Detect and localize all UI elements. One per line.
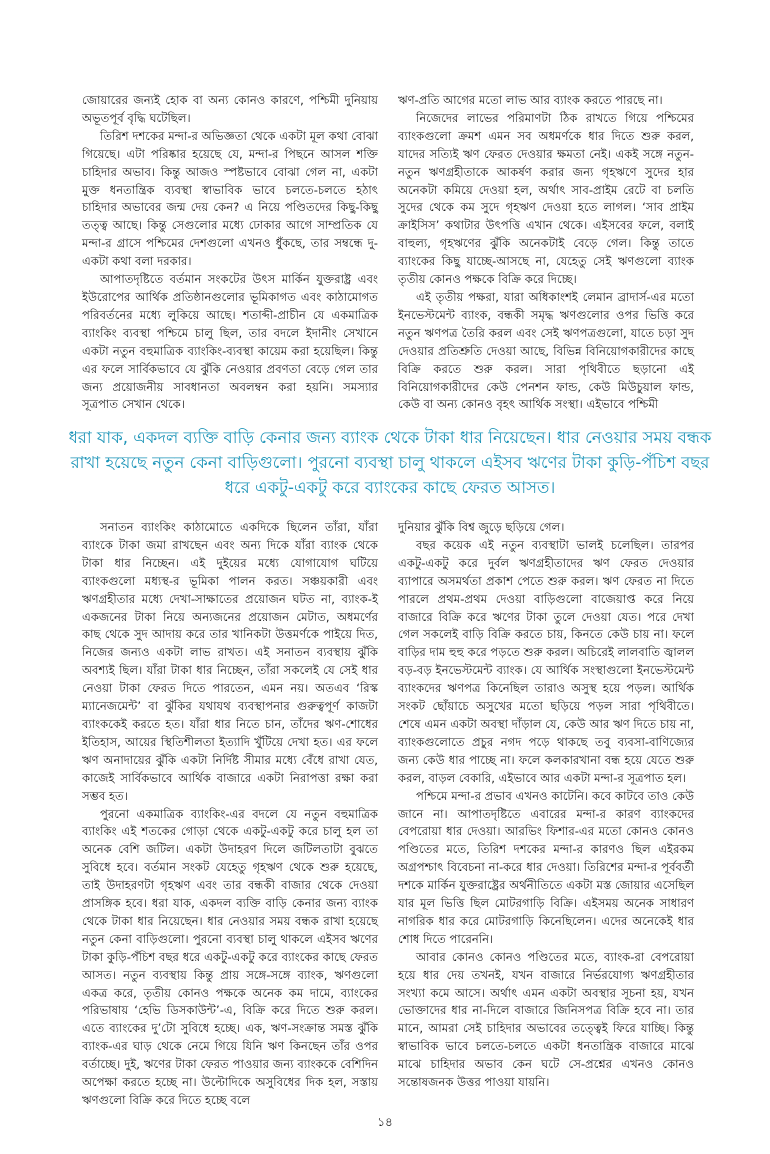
paragraph: ঋণ-প্রতি আগের মতো লাভ আর ব্যাংক করতে পারছে না। (398, 93, 663, 107)
paragraph: আপাতদৃষ্টিতে বর্তমান সংকটের উৎস মার্কিন যুক্তরাষ্ট্র এবং ইউরোপের আর্থিক প্রতিষ্ঠানগুলোর ভূমিকাগত এবং কাঠামোগত পরিবর্তনের মধ্যে লুকিয়ে আছে। শতাব্দী-প্রাচীন যে একমাত্রিক ব্যাংকিং ব্যবস্থা পশ্চিমে চালু ছিল, তার বদলে ইদানীং সেখানে একটা নতুন বহুমাত্রিক ব্যাংকিং-ব্যবস্থা কায়েম করা হয়েছিল। কিন্তু এর ফলে সার্বিকভাবে যে ঝুঁকি নেওয়ার প্রবণতা বেড়ে গেল তার জন্য প্রয়োজনীয় সাবধানতা অবলম্বন করা হয়নি। সমস্যার সূত্রপাত সেখান থেকে। (82, 272, 378, 412)
paragraph: জোয়ারের জন্যই হোক বা অন্য কোনও কারণে, পশ্চিমী দুনিয়ায় অভূতপূর্ব বৃদ্ধি ঘটেছিল। (82, 93, 378, 125)
page-number: ১৪ (377, 1115, 393, 1129)
paragraph: সনাতন ব্যাংকিং কাঠামোতে একদিকে ছিলেন তাঁরা, যাঁরা ব্যাংকে টাকা জমা রাখছেন এবং অন্য দিকে যাঁরা ব্যাংক থেকে টাকা ধার নিচ্ছেন। এই দুইয়ের মধ্যে যোগাযোগ ঘটিয়ে ব্যাংকগুলো মধ্যস্থ-র ভূমিকা পালন করত। সঞ্চয়কারী এবং ঋণগ্রহীতার মধ্যে দেখা-সাক্ষাতের প্রয়োজন ঘটত না, ব্যাংক-ই একজনের টাকা নিয়ে অন্যজনের প্রয়োজন মেটাত, অধমর্ণের কাছ থেকে সুদ আদায় করে তার খানিকটা উত্তমর্ণকে পাইয়ে দিত, নিজের জন্যও একটা লাভ রাখত। এই সনাতন ব্যবস্থায় ঝুঁকি অবশ্যই ছিল। যাঁরা টাকা ধার নিচ্ছেন, তাঁরা সকলেই যে সেই ধার নেওয়া টাকা ফেরত দিতে পারতেন, এমন নয়। অতএব ‘রিস্ক ম্যানেজমেন্ট’ বা ঝুঁকির যথাযথ ব্যবস্থাপনার গুরুত্বপূর্ণ কাজটা ব্যাংককেই করতে হত। যাঁরা ধার নিতে চান, তাঁদের ঋণ-শোধের ইতিহাস, আয়ের স্থিতিশীলতা ইত্যাদি খুঁটিয়ে দেখা হত। এর ফলে ঋণ অনাদায়ের ঝুঁকি একটা নির্দিষ্ট সীমার মধ্যে বেঁধে রাখা যেত, কাজেই সার্বিকভাবে আর্থিক বাজারে একটা নিরাপত্তা রক্ষা করা সম্ভব হত। (82, 520, 378, 803)
paragraph: নিজেদের লাভের পরিমাণটা ঠিক রাখতে গিয়ে পশ্চিমের ব্যাংকগুলো ক্রমশ এমন সব অধমর্ণকে ধার দিতে শুরু করল, যাদের সত্যিই ঋণ ফেরত দেওয়ার ক্ষমতা নেই। একই সঙ্গে নতুন-নতুন ঋণগ্রহীতাকে আকর্ষণ করার জন্য গৃহঋণে সুদের হার অনেকটা কমিয়ে দেওয়া হল, অর্থাৎ সাব-প্রাইম রেটে বা চলতি সুদের থেকে কম সুদে গৃহঋণ দেওয়া হতে লাগল। ‘সাব প্রাইম ক্রাইসিস’ কথাটার উৎপত্তি এখান থেকে। এইসবের ফলে, বলাই বাহুল্য, গৃহঋণের ঝুঁকি অনেকটাই বেড়ে গেল। কিন্তু তাতে ব্যাংকের কিছু যাচ্ছে-আসছে না, যেহেতু সেই ঋণগুলো ব্যাংক তৃতীয় কোনও পক্ষকে বিক্রি করে দিচ্ছে। (398, 110, 694, 287)
pull-quote: ধরা যাক, একদল ব্যক্তি বাড়ি কেনার জন্য ব্যাংক থেকে টাকা ধার নিয়েছেন। ধার নেওয়ার সময় বন্ধক রাখা হয়েছে নতুন কেনা বাড়িগুলো। পুরনো ব্যবস্থা চালু থাকলে এইসব ঋণের টাকা কুড়ি-পঁচিশ বছর ধরে একটু-একটু করে ব্যাংকের কাছে ফেরত আসত। (68, 428, 712, 497)
paragraph: আবার কোনও কোনও পণ্ডিতের মতে, ব্যাংক-রা বেপরোয়া হয়ে ধার দেয় তখনই, যখন বাজারে নির্ভরযোগ্য ঋণগ্রহীতার সংখ্যা কমে আসে। অর্থাৎ এমন একটা অবস্থার সূচনা হয়, যখন ভোক্তাদের ধার না-দিলে বাজারে জিনিসপত্র বিক্রি হবে না। তার মানে, আমরা সেই চাহিদার অভাবের তত্ত্বেই ফিরে যাচ্ছি। কিন্তু স্বাভাবিক ভাবে চলতে-চলতে একটা ধনতান্ত্রিক বাজারে মাঝে মাঝে চাহিদার অভাব কেন ঘটে সে-প্রশ্নের এখনও কোনও সন্তোষজনক উত্তর পাওয়া যায়নি। (398, 949, 694, 1090)
top-right-column (398, 92, 694, 414)
bottom-left-column (82, 519, 378, 1110)
paragraph: পুরনো একমাত্রিক ব্যাংকিং-এর বদলে যে নতুন বহুমাত্রিক ব্যাংকিং এই শতকের গোড়া থেকে একটু-একটু করে চালু হল তা অনেক বেশি জটিল। একটা উদাহরণ দিলে জটিলতাটা বুঝতে সুবিধে হবে। বর্তমান সংকট যেহেতু গৃহঋণ থেকে শুরু হয়েছে, তাই উদাহরণটা গৃহঋণ এবং তার বন্ধকী বাজার থেকে দেওয়া প্রাসঙ্গিক হবে। ধরা যাক, একদল ব্যক্তি বাড়ি কেনার জন্য ব্যাংক থেকে টাকা ধার নিয়েছেন। ধার নেওয়ার সময় বন্ধক রাখা হয়েছে নতুন কেনা বাড়িগুলো। পুরনো ব্যবস্থা চালু থাকলে এইসব ঋণের টাকা কুড়ি-পঁচিশ বছর ধরে একটু-একটু করে ব্যাংকের কাছে ফেরত আসত। নতুন ব্যবস্থায় কিন্তু প্রায় সঙ্গে-সঙ্গে ব্যাংক, ঋণগুলো একত্র করে, তৃতীয় কোনও পক্ষকে অনেক কম দামে, ব্যাংকের পরিভাষায় ‘হেভি ডিসকাউন্ট’-এ, বিক্রি করে দিতে শুরু করল। এতে ব্যাংকের দু’টো সুবিধে হচ্ছে। এক, ঋণ-সংক্রান্ত সমস্ত ঝুঁকি ব্যাংক-এর ঘাড় থেকে নেমে গিয়ে যিনি ঋণ কিনছেন তাঁর ওপর বর্তাচ্ছে। দুই, ঋণের টাকা ফেরত পাওয়ার জন্য ব্যাংককে বেশিদিন অপেক্ষা করতে হচ্ছে না। উল্টোদিকে অসুবিধের দিক হল, সস্তায় ঋণগুলো বিক্রি করে দিতে হচ্ছে বলে (82, 806, 378, 1107)
top-left-column (82, 92, 378, 414)
bottom-right-column (398, 519, 694, 1092)
paragraph: এই তৃতীয় পক্ষরা, যারা অধিকাংশই লেমান ব্রাদার্স-এর মতো ইনভেস্টমেন্ট ব্যাংক, বন্ধকী সমৃদ্ধ ঋণগুলোর ওপর ভিত্তি করে নতুন ঋণপত্র তৈরি করল এবং সেই ঋণপত্রগুলো, যাতে চড়া সুদ দেওয়ার প্রতিশ্রুতি দেওয়া আছে, বিভিন্ন বিনিয়োগকারীদের কাছে বিক্রি করতে শুরু করল। সারা পৃথিবীতে ছড়ানো এই বিনিয়োগকারীদের কেউ পেনশন ফান্ড, কেউ মিউচুয়াল ফান্ড, কেউ বা অন্য কোনও বৃহৎ আর্থিক সংস্থা। এইভাবে পশ্চিমী (398, 289, 694, 412)
paragraph: দুনিয়ার ঝুঁকি বিশ্ব জুড়ে ছড়িয়ে গেল। (398, 520, 565, 534)
paragraph: বছর কয়েক এই নতুন ব্যবস্থাটা ভালই চলেছিল। তারপর একটু-একটু করে দুর্বল ঋণগ্রহীতাদের ঋণ ফেরত দেওয়ার ব্যাপারে অসমর্থতা প্রকাশ পেতে শুরু করল। ঋণ ফেরত না দিতে পারলে প্রথম-প্রথম দেওয়া বাড়িগুলো বাজেয়াপ্ত করে নিয়ে বাজারে বিক্রি করে ঋণের টাকা তুলে দেওয়া যেত। পরে দেখা গেল সকলেই বাড়ি বিক্রি করতে চায়, কিনতে কেউ চায় না। ফলে বাড়ির দাম হুহু করে পড়তে শুরু করল। অচিরেই লালবাতি জ্বালল বড়-বড় ইনভেস্টমেন্ট ব্যাংক। যে আর্থিক সংস্থাগুলো ইনভেস্টমেন্ট ব্যাংকদের ঋণপত্র কিনেছিল তারাও অসুস্থ হয়ে পড়ল। আর্থিক সংকট ছোঁয়াচে অসুখের মতো ছড়িয়ে পড়ল সারা পৃথিবীতে। শেষে এমন একটা অবস্থা দাঁড়াল যে, কেউ আর ঋণ দিতে চায় না, ব্যাংকগুলোতে প্রচুর নগদ পড়ে থাকছে তবু ব্যবসা-বাণিজ্যের জন্য কেউ ধার পাচ্ছে না। ফলে কলকারখানা বন্ধ হয়ে যেতে শুরু করল, বাড়ল বেকারি, এইভাবে আর একটা মন্দা-র সূত্রপাত হল। (398, 537, 694, 785)
paragraph: পশ্চিমে মন্দা-র প্রভাব এখনও কাটেনি। কবে কাটবে তাও কেউ জানে না। আপাতদৃষ্টিতে এবারের মন্দা-র কারণ ব্যাংকদের বেপরোয়া ধার দেওয়া। আরভিং ফিশার-এর মতো কোনও কোনও পণ্ডিতের মতে, তিরিশ দশকের মন্দা-র কারণও ছিল এইরকম অগ্রপশ্চাৎ বিবেচনা না-করে ধার দেওয়া। তিরিশের মন্দা-র পূর্ববর্তী দশকে মার্কিন যুক্তরাষ্ট্রের অর্থনীতিতে একটা মস্ত জোয়ার এসেছিল যার মূল ভিত্তি ছিল মোটরগাড়ি বিক্রি। এইসময় অনেক সাধারণ নাগরিক ধার করে মোটরগাড়ি কিনেছিলেন। এদের অনেকেই ধার শোধ দিতে পারেননি। (398, 788, 694, 946)
paragraph: তিরিশ দশকের মন্দা-র অভিজ্ঞতা থেকে একটা মূল কথা বোঝা গিয়েছে। এটা পরিষ্কার হয়েছে যে, মন্দা-র পিছনে আসল শক্তি চাহিদার অভাব। কিন্তু আজও স্পষ্টভাবে বোঝা গেল না, একটা মুক্ত ধনতান্ত্রিক ব্যবস্থা স্বাভাবিক ভাবে চলতে-চলতে হঠাৎ চাহিদার অভাবের জন্ম দেয় কেন? এ নিয়ে পণ্ডিতদের কিছু-কিছু তত্ত্ব আছে। কিন্তু সেগুলোর মধ্যে ঢোকার আগে সাম্প্রতিক যে মন্দা-র গ্রাসে পশ্চিমের দেশগুলো এখনও ধুঁকছে, তার সম্বন্ধে দু-একটা কথা বলা দরকার। (82, 128, 378, 269)
